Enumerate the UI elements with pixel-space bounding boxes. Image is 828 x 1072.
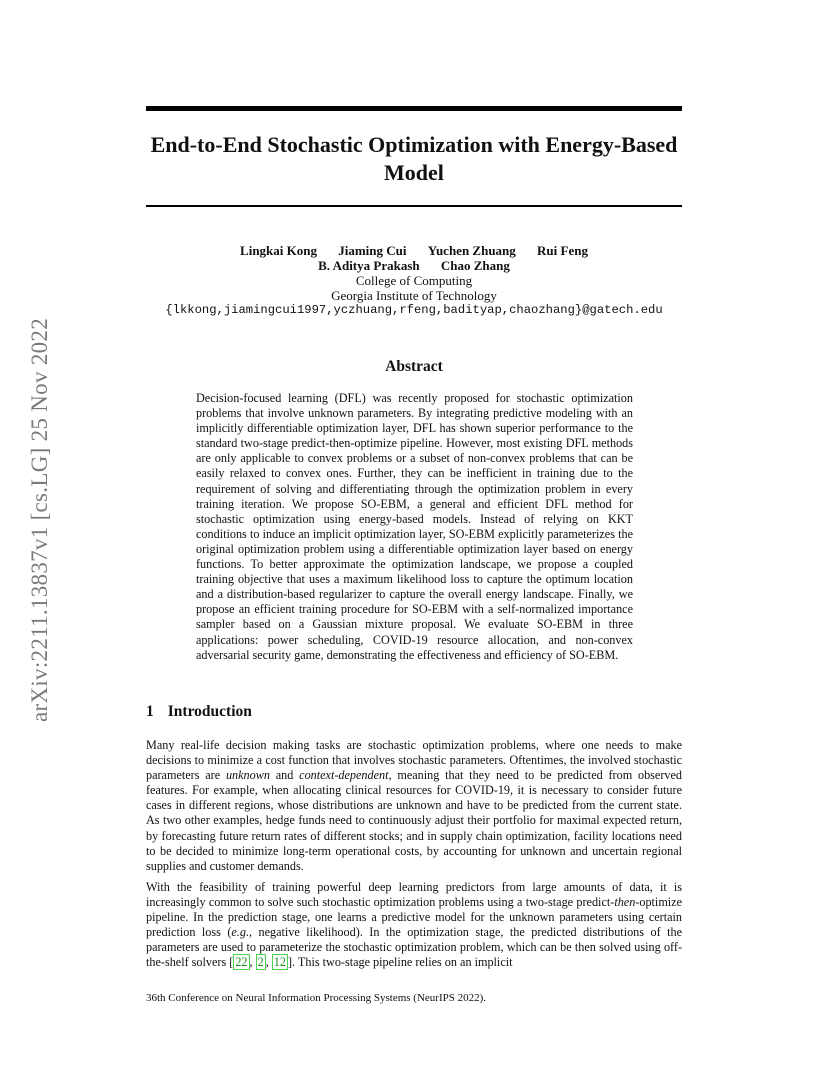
arxiv-sidebar xyxy=(0,0,80,1072)
paragraph-text: , meaning that they need to be predicted from observed features. For example, when allocating clinical resources for COVID-19, it is necessary to consider future cases in different regions, whose distributions are unknown and have to be predicted from the current state. As two other examples, hedge funds need to continuously adjust their portfolio for maximal expected return, by forecasting future return rates of different stocks; and in supply chain optimization, facility locations need to be decided to minimize long-term operational costs, by accounting for unknown and uncertain regional supplies and customer demands. xyxy=(146,768,682,873)
paper-title: End-to-End Stochastic Optimization with Energy-Based Model xyxy=(150,132,678,185)
author-name: B. Aditya Prakash xyxy=(318,258,420,273)
emphasis-text: e.g. xyxy=(231,925,249,940)
author-name: Lingkai Kong xyxy=(240,243,317,258)
author-name: Yuchen Zhuang xyxy=(427,243,516,258)
section-heading-introduction xyxy=(146,703,252,721)
emphasis-text: context-dependent xyxy=(299,768,389,783)
abstract-text: Decision-focused learning (DFL) was recently proposed for stochastic optimization problems that involve unknown parameters. By integrating predictive modeling with an implicitly differentiable optimization layer, DFL has shown superior performance to the standard two-stage predict-then-optimize pipeline. However, most existing DFL methods are only applicable to convex problems or a subset of non-convex problems that can be easily relaxed to convex ones. Further, they can be inefficient in training due to the requirement of solving and differentiating through the optimization problem in every training iteration. We propose SO-EBM, a general and efficient DFL method for stochastic optimization using energy-based models. Instead of relying on KKT conditions to induce an implicit optimization layer, SO-EBM explicitly parameterizes the original optimization problem using a differentiable optimization layer based on energy functions. To better approximate the optimization landscape, we propose a coupled training objective that uses a maximum likelihood loss to capture the optimum location and a distribution-based regularizer to capture the overall energy landscape. Finally, we propose an efficient training procedure for SO-EBM with a self-normalized importance sampler based on a Gaussian mixture proposal. We evaluate SO-EBM in three applications: power scheduling, COVID-19 resource allocation, and non-convex adversarial security game, demonstrating the effectiveness and efficiency of SO-EBM. xyxy=(196,391,633,662)
citation-link[interactable]: 22 xyxy=(235,955,248,970)
paragraph-text: Many real-life decision making tasks are stochastic optimization problems, where one needs to make decisions to minimize a cost function that involves stochastic parameters. Oftentimes, the involved stochastic parameters are xyxy=(146,738,682,783)
citation-separator: , xyxy=(249,955,256,970)
intro-paragraph-2 xyxy=(146,880,682,971)
author-name: Rui Feng xyxy=(537,243,588,258)
conference-footer: 36th Conference on Neural Information Processing Systems (NeurIPS 2022). xyxy=(146,992,487,1004)
author-names-line-2 xyxy=(146,258,682,273)
affiliation-college: College of Computing xyxy=(355,273,473,288)
title-bottom-rule xyxy=(146,205,682,207)
citation-separator: , xyxy=(265,955,272,970)
citation-link[interactable]: 12 xyxy=(273,955,286,970)
paragraph-text: -optimize pipeline. In the prediction stage, one learns a predictive model for the unknown parameters using certain prediction loss ( xyxy=(146,895,682,940)
paragraph-text: , negative likelihood). In the optimization stage, the predicted distributions of the parameters are used to parameterize the stochastic optimization problem, which can be then solved using off-the-shelf solvers [ xyxy=(146,925,683,970)
section-number: 1 xyxy=(146,703,154,720)
paragraph-text: ]. This two-stage pipeline relies on an implicit xyxy=(287,955,513,970)
emphasis-text: unknown xyxy=(225,768,270,783)
affiliation-institute: Georgia Institute of Technology xyxy=(331,288,497,303)
author-name: Jiaming Cui xyxy=(338,243,407,258)
author-names-line-1 xyxy=(146,243,682,258)
section-title: Introduction xyxy=(167,703,252,720)
citation-link[interactable]: 2 xyxy=(257,955,264,970)
author-emails: {lkkong,jiamingcui1997,yczhuang,rfeng,badityap,chaozhang}@gatech.edu xyxy=(165,303,663,317)
title-top-rule xyxy=(146,106,682,111)
abstract-heading: Abstract xyxy=(385,358,443,375)
author-block xyxy=(146,243,682,318)
paragraph-text: With the feasibility of training powerful deep learning predictors from large amounts of data, it is increasingly common to solve such stochastic optimization problems using a two-stage predict- xyxy=(146,880,682,910)
author-name: Chao Zhang xyxy=(440,258,510,273)
intro-paragraph-1 xyxy=(146,738,682,874)
arxiv-identifier: arXiv:2211.13837v1 [cs.LG] 25 Nov 2022 xyxy=(27,317,52,723)
emphasis-text: then xyxy=(614,895,636,910)
paragraph-text: and xyxy=(269,768,300,783)
